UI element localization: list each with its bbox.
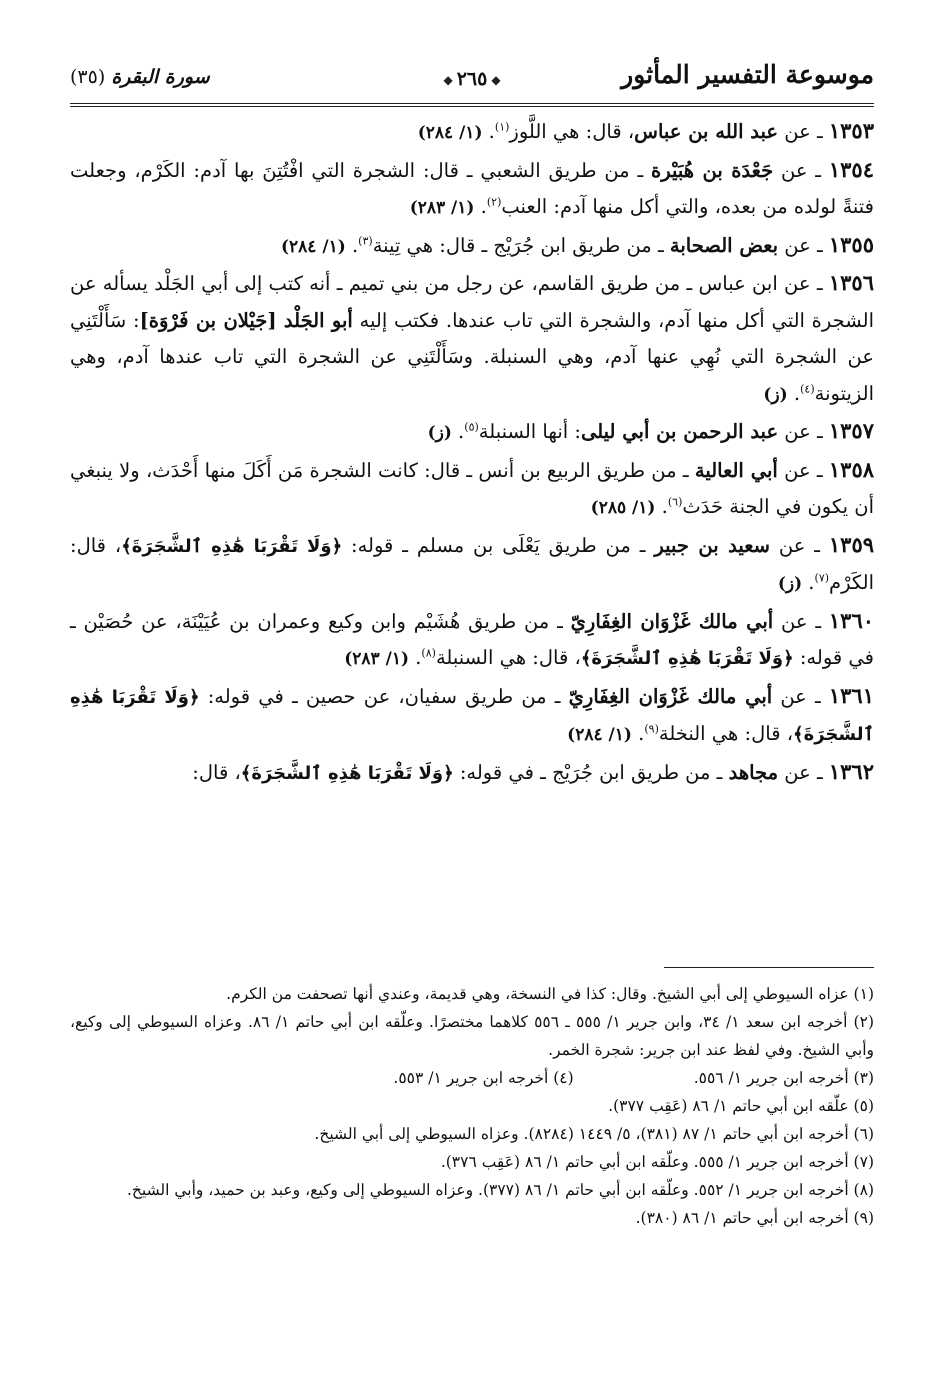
- entry-text: ، قال: الكَرْم: [70, 533, 874, 594]
- entry-text: .: [787, 381, 801, 405]
- entry: [70, 603, 874, 678]
- entry: [70, 227, 874, 266]
- footnote: (٧) أخرجه ابن جرير ١/ ٥٥٥. وعلّقه ابن أبي حاتم ١/ ٨٦ (عَقِب ٣٧٦).: [440, 1153, 874, 1171]
- footnote-marker[interactable]: (٧): [814, 571, 830, 585]
- entry-text: ـ عن: [772, 684, 821, 708]
- entry-text: ـ من طريق الشعبي ـ قال: الشجرة التي افْتُتِنَ بها آدم: الكَرْم، وجعلت فتنةً لولده من بعده، والتي أكل منها آدم: العنب: [70, 158, 874, 218]
- entry-text: ـ من طريق هُشَيْم وابن وكيع وعمران بن عُيَيْنَة، عن حُصَيْن ـ في قوله:: [70, 609, 874, 669]
- entry: [70, 152, 874, 227]
- narrator-name: جَعْدَة بن هُبَيْرة: [651, 158, 774, 182]
- footnote-marker[interactable]: (٤): [800, 382, 815, 395]
- entry-number: ١٣٥٦: [828, 270, 874, 295]
- ornament-icon: ◆: [443, 73, 453, 87]
- footnote: (٥) علّقه ابن أبي حاتم ١/ ٨٦ (عَقِب ٣٧٧).: [608, 1097, 874, 1115]
- verse-number: (٣٥): [70, 66, 106, 88]
- entry: [70, 113, 874, 152]
- footnote: (٨) أخرجه ابن جرير ١/ ٥٥٢. وعلّقه ابن أبي حاتم ١/ ٨٦ (٣٧٧). وعزاه السيوطي إلى وكيع، وعبد بن حميد، وأبي الشيخ.: [126, 1181, 874, 1199]
- narrator-name: أبو الجَلْد [جَيْلان بن فَرْوَة]: [139, 308, 353, 332]
- entry-text: ـ من طريق يَعْلَى بن مسلم ـ قوله:: [342, 533, 655, 557]
- entry: [70, 678, 874, 754]
- footnote: (٢) أخرجه ابن سعد ١/ ٣٤، وابن جرير ١/ ٥٥٥ ـ ٥٥٦ كلاهما مختصرًا. وعلّقه ابن أبي حاتم ١/ ٨٦. وعزاه السيوطي إلى وكيع، وأبي الشيخ. وفي لفظ عند ابن جرير: شجرة الخمر.: [70, 1013, 874, 1059]
- entry-text: ، قال: هي السنبلة: [435, 646, 581, 669]
- narrator-name: عبد الله بن عباس: [634, 120, 779, 143]
- footnote-marker[interactable]: (٩): [644, 722, 659, 736]
- entry-number: ١٣٦٠: [828, 607, 875, 633]
- entry-text: .: [451, 420, 465, 443]
- entry-text: ، قال: هي اللَّوز: [509, 120, 635, 143]
- page-number-block: [439, 68, 504, 90]
- footnote: (٣) أخرجه ابن جرير ١/ ٥٥٦.: [693, 1069, 874, 1087]
- entry: [70, 413, 874, 452]
- cross-reference: (١/ ٢٨٤): [280, 236, 346, 257]
- book-title: موسوعة التفسير المأثور: [621, 60, 874, 89]
- footnote-marker[interactable]: (٥): [464, 420, 479, 434]
- sura-label: [70, 66, 210, 88]
- entry-text: ـ من طريق ابن جُرَيْج ـ قال: هي تِينة: [372, 233, 670, 257]
- entry-number: ١٣٦١: [828, 682, 874, 708]
- footnotes: [70, 980, 874, 1232]
- footnote: (٩) أخرجه ابن أبي حاتم ١/ ٨٦ (٣٨٠).: [635, 1209, 874, 1227]
- entry-text: ـ عن: [778, 420, 823, 443]
- cross-reference: (ز): [763, 384, 788, 405]
- narrator-name: سعيد بن جبير: [654, 533, 770, 557]
- entry: [70, 754, 874, 793]
- entry: [70, 265, 874, 413]
- main-text: [70, 113, 874, 792]
- entry-text: ـ من طريق ابن جُرَيْج ـ في قوله:: [453, 760, 729, 784]
- running-header: [70, 58, 874, 98]
- footnote-rule: [664, 967, 874, 968]
- entry-text: ـ عن: [770, 533, 820, 557]
- ornament-icon: ◆: [491, 73, 501, 87]
- entry-text: ـ عن: [777, 458, 823, 482]
- cross-reference: (١/ ٢٨٤): [567, 725, 632, 745]
- entry-text: : سَأَلْتَنِي عن الشجرة التي نُهِي عنها آدم، وهي السنبلة. وسَأَلْتَنِي عن الشجرة التي تاب عندها آدم، وهي الزيتونة: [70, 308, 874, 405]
- entry-number: ١٣٥٤: [828, 156, 874, 182]
- entry-text: .: [409, 646, 422, 669]
- entry-text: .: [482, 120, 495, 143]
- narrator-name: أبي مالك غَزْوَان الغِفَارِيّ: [570, 609, 774, 633]
- sura-name: سورة البقرة: [111, 66, 210, 88]
- entry: [70, 527, 874, 603]
- entry-text: .: [802, 571, 815, 594]
- entry-text: ـ عن ابن عباس ـ من طريق القاسم، عن رجل من بني تميم ـ أنه كتب إلى أبي الجَلْد يسأله عن الشجرة التي أكل منها آدم، والشجرة التي تاب عندها. فكتب إليه: [70, 272, 874, 332]
- entry-text: ـ عن: [778, 233, 823, 257]
- entry-text: ، قال: هي النخلة: [658, 722, 794, 745]
- entry-number: ١٣٦٢: [828, 758, 874, 784]
- header-rule: [70, 106, 874, 107]
- cross-reference: (١/ ٢٨٣): [409, 198, 475, 218]
- footnote-marker[interactable]: (١): [494, 120, 510, 134]
- narrator-name: عبد الرحمن بن أبي ليلى: [580, 420, 779, 443]
- quran-quote: ﴿وَلَا تَقْرَبَا هَٰذِهِ ٱلشَّجَرَةَ﴾: [580, 648, 794, 669]
- footnote-marker[interactable]: (٦): [667, 495, 683, 509]
- cross-reference: (ز): [427, 423, 452, 443]
- entry-text: ـ عن: [773, 609, 822, 633]
- cross-reference: (ز): [777, 574, 803, 594]
- entry: [70, 452, 874, 527]
- footnote: (١) عزاه السيوطي إلى أبي الشيخ. وقال: كذا في النسخة، وهي قديمة، وعندي أنها تصحفت من الكرم.: [226, 985, 874, 1003]
- quran-quote: ﴿وَلَا تَقْرَبَا هَٰذِهِ ٱلشَّجَرَةَ﴾: [240, 762, 454, 784]
- entry-text: ـ عن: [773, 158, 822, 182]
- footnote-marker[interactable]: (٢): [486, 195, 502, 209]
- cross-reference: (١/ ٢٨٥): [590, 498, 656, 518]
- entry-text: .: [631, 722, 645, 745]
- entry-text: ـ عن: [778, 760, 823, 784]
- footnote-pair: [70, 1064, 874, 1092]
- header-rule: [70, 103, 874, 104]
- narrator-name: أبي مالك غَزْوَان الغِفَارِيّ: [568, 684, 773, 708]
- narrator-name: بعض الصحابة: [669, 233, 779, 257]
- narrator-name: أبي العالية: [694, 458, 778, 482]
- narrator-name: مجاهد: [728, 760, 779, 784]
- entry-text: ـ من طريق الربيع بن أنس ـ قال: كانت الشجرة مَن أَكَلَ منها أَحْدَث، ولا ينبغي أن يكون في الجنة حَدَث: [70, 458, 874, 518]
- entry-number: ١٣٥٩: [828, 531, 875, 557]
- entry-text: ، قال:: [192, 760, 241, 784]
- quran-quote: ﴿وَلَا تَقْرَبَا هَٰذِهِ ٱلشَّجَرَةَ﴾: [70, 686, 874, 745]
- footnote: (٦) أخرجه ابن أبي حاتم ١/ ٨٧ (٣٨١)، ٥/ ١٤٤٩ (٨٢٨٤). وعزاه السيوطي إلى أبي الشيخ.: [314, 1125, 874, 1143]
- cross-reference: (١/ ٢٨٤): [417, 123, 483, 143]
- entry-number: ١٣٥٧: [828, 418, 874, 443]
- footnote-marker[interactable]: (٣): [358, 234, 373, 247]
- entry-text: ـ من طريق سفيان، عن حصين ـ في قوله:: [199, 684, 569, 708]
- entry-text: .: [345, 233, 359, 257]
- entry-text: .: [655, 495, 668, 518]
- entry-text: ـ عن: [778, 120, 823, 143]
- footnote-marker[interactable]: (٨): [421, 646, 436, 660]
- entry-text: .: [474, 195, 487, 218]
- quran-quote: ﴿وَلَا تَقْرَبَا هَٰذِهِ ٱلشَّجَرَةَ﴾: [121, 535, 343, 557]
- footnote: (٤) أخرجه ابن جرير ١/ ٥٥٣.: [393, 1069, 574, 1087]
- entry-text: : أنها السنبلة: [478, 420, 581, 443]
- page-number: ٢٦٥: [456, 68, 488, 90]
- cross-reference: (١/ ٢٨٣): [344, 649, 410, 669]
- entry-number: ١٣٥٨: [828, 456, 875, 482]
- entry-number: ١٣٥٥: [828, 231, 874, 257]
- entry-number: ١٣٥٣: [828, 118, 874, 143]
